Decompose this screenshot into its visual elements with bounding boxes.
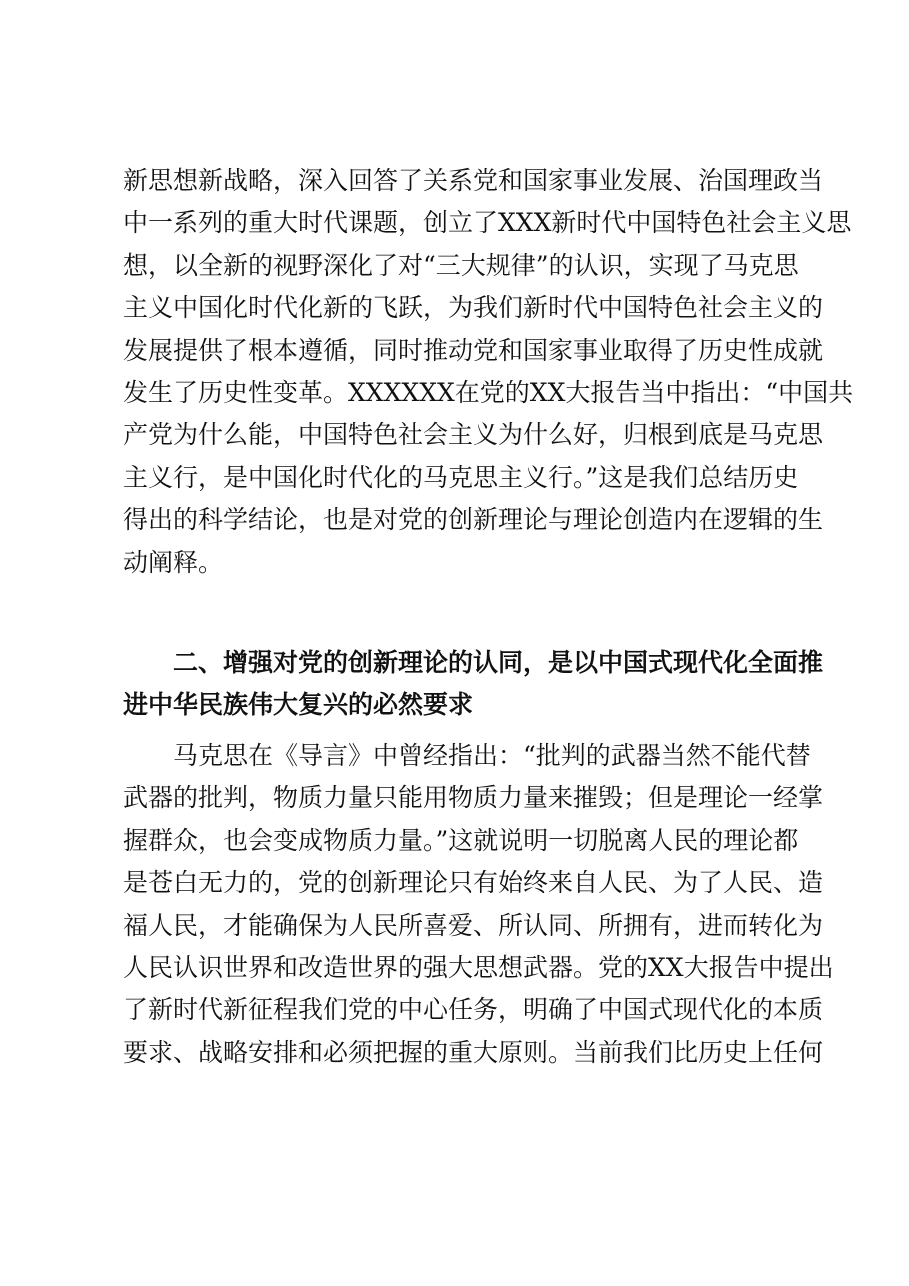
paragraph-line: 了新时代新征程我们党的中心任务，明确了中国式现代化的本质 (123, 995, 824, 1025)
paragraph-line: 是苍白无力的，党的创新理论只有始终来自人民、为了人民、造 (123, 868, 824, 898)
paragraph-line: 主义中国化时代化新的飞跃，为我们新时代中国特色社会主义的 (123, 293, 824, 323)
paragraph-line: 武器的批判，物质力量只能用物质力量来摧毁；但是理论一经掌 (123, 783, 824, 813)
paragraph-line: 福人民，才能确保为人民所喜爱、所认同、所拥有，进而转化为 (123, 910, 824, 940)
paragraph-line: 主义行，是中国化时代化的马克思主义行。”这是我们总结历史 (123, 462, 799, 492)
paragraph-line: 产党为什么能，中国特色社会主义为什么好，归根到底是马克思 (123, 420, 824, 450)
paragraph-line: 发生了历史性变革。XXXXXX在党的XX大报告当中指出：“中国共 (123, 377, 854, 407)
paragraph-line: 握群众，也会变成物质力量。”这就说明一切脱离人民的理论都 (123, 825, 799, 855)
heading-line: 进中华民族伟大复兴的必然要求 (123, 690, 474, 720)
paragraph-line: 发展提供了根本遵循，同时推动党和国家事业取得了历史性成就 (123, 335, 824, 365)
paragraph-body (123, 735, 834, 1074)
paragraph-line: 要求、战略安排和必须把握的重大原则。当前我们比历史上任何 (123, 1037, 824, 1067)
paragraph-line: 人民认识世界和改造世界的强大思想武器。党的XX大报告中提出 (123, 952, 834, 982)
paragraph-line: 新思想新战略，深入回答了关系党和国家事业发展、治国理政当 (123, 166, 824, 195)
heading-line: 二、增强对党的创新理论的认同，是以中国式现代化全面推 (173, 648, 824, 677)
paragraph-line: 得出的科学结论，也是对党的创新理论与理论创造内在逻辑的生 (123, 505, 824, 535)
paragraph-line: 马克思在《导言》中曾经指出：“批判的武器当然不能代替 (173, 741, 811, 770)
paragraph-line: 想，以全新的视野深化了对“三大规律”的认识，实现了马克思 (123, 250, 799, 280)
paragraph-line: 中一系列的重大时代课题，创立了XXX新时代中国特色社会主义思 (123, 208, 852, 238)
paragraph-continued (123, 160, 854, 584)
paragraph-line: 动阐释。 (123, 547, 224, 577)
section-heading (123, 642, 824, 727)
